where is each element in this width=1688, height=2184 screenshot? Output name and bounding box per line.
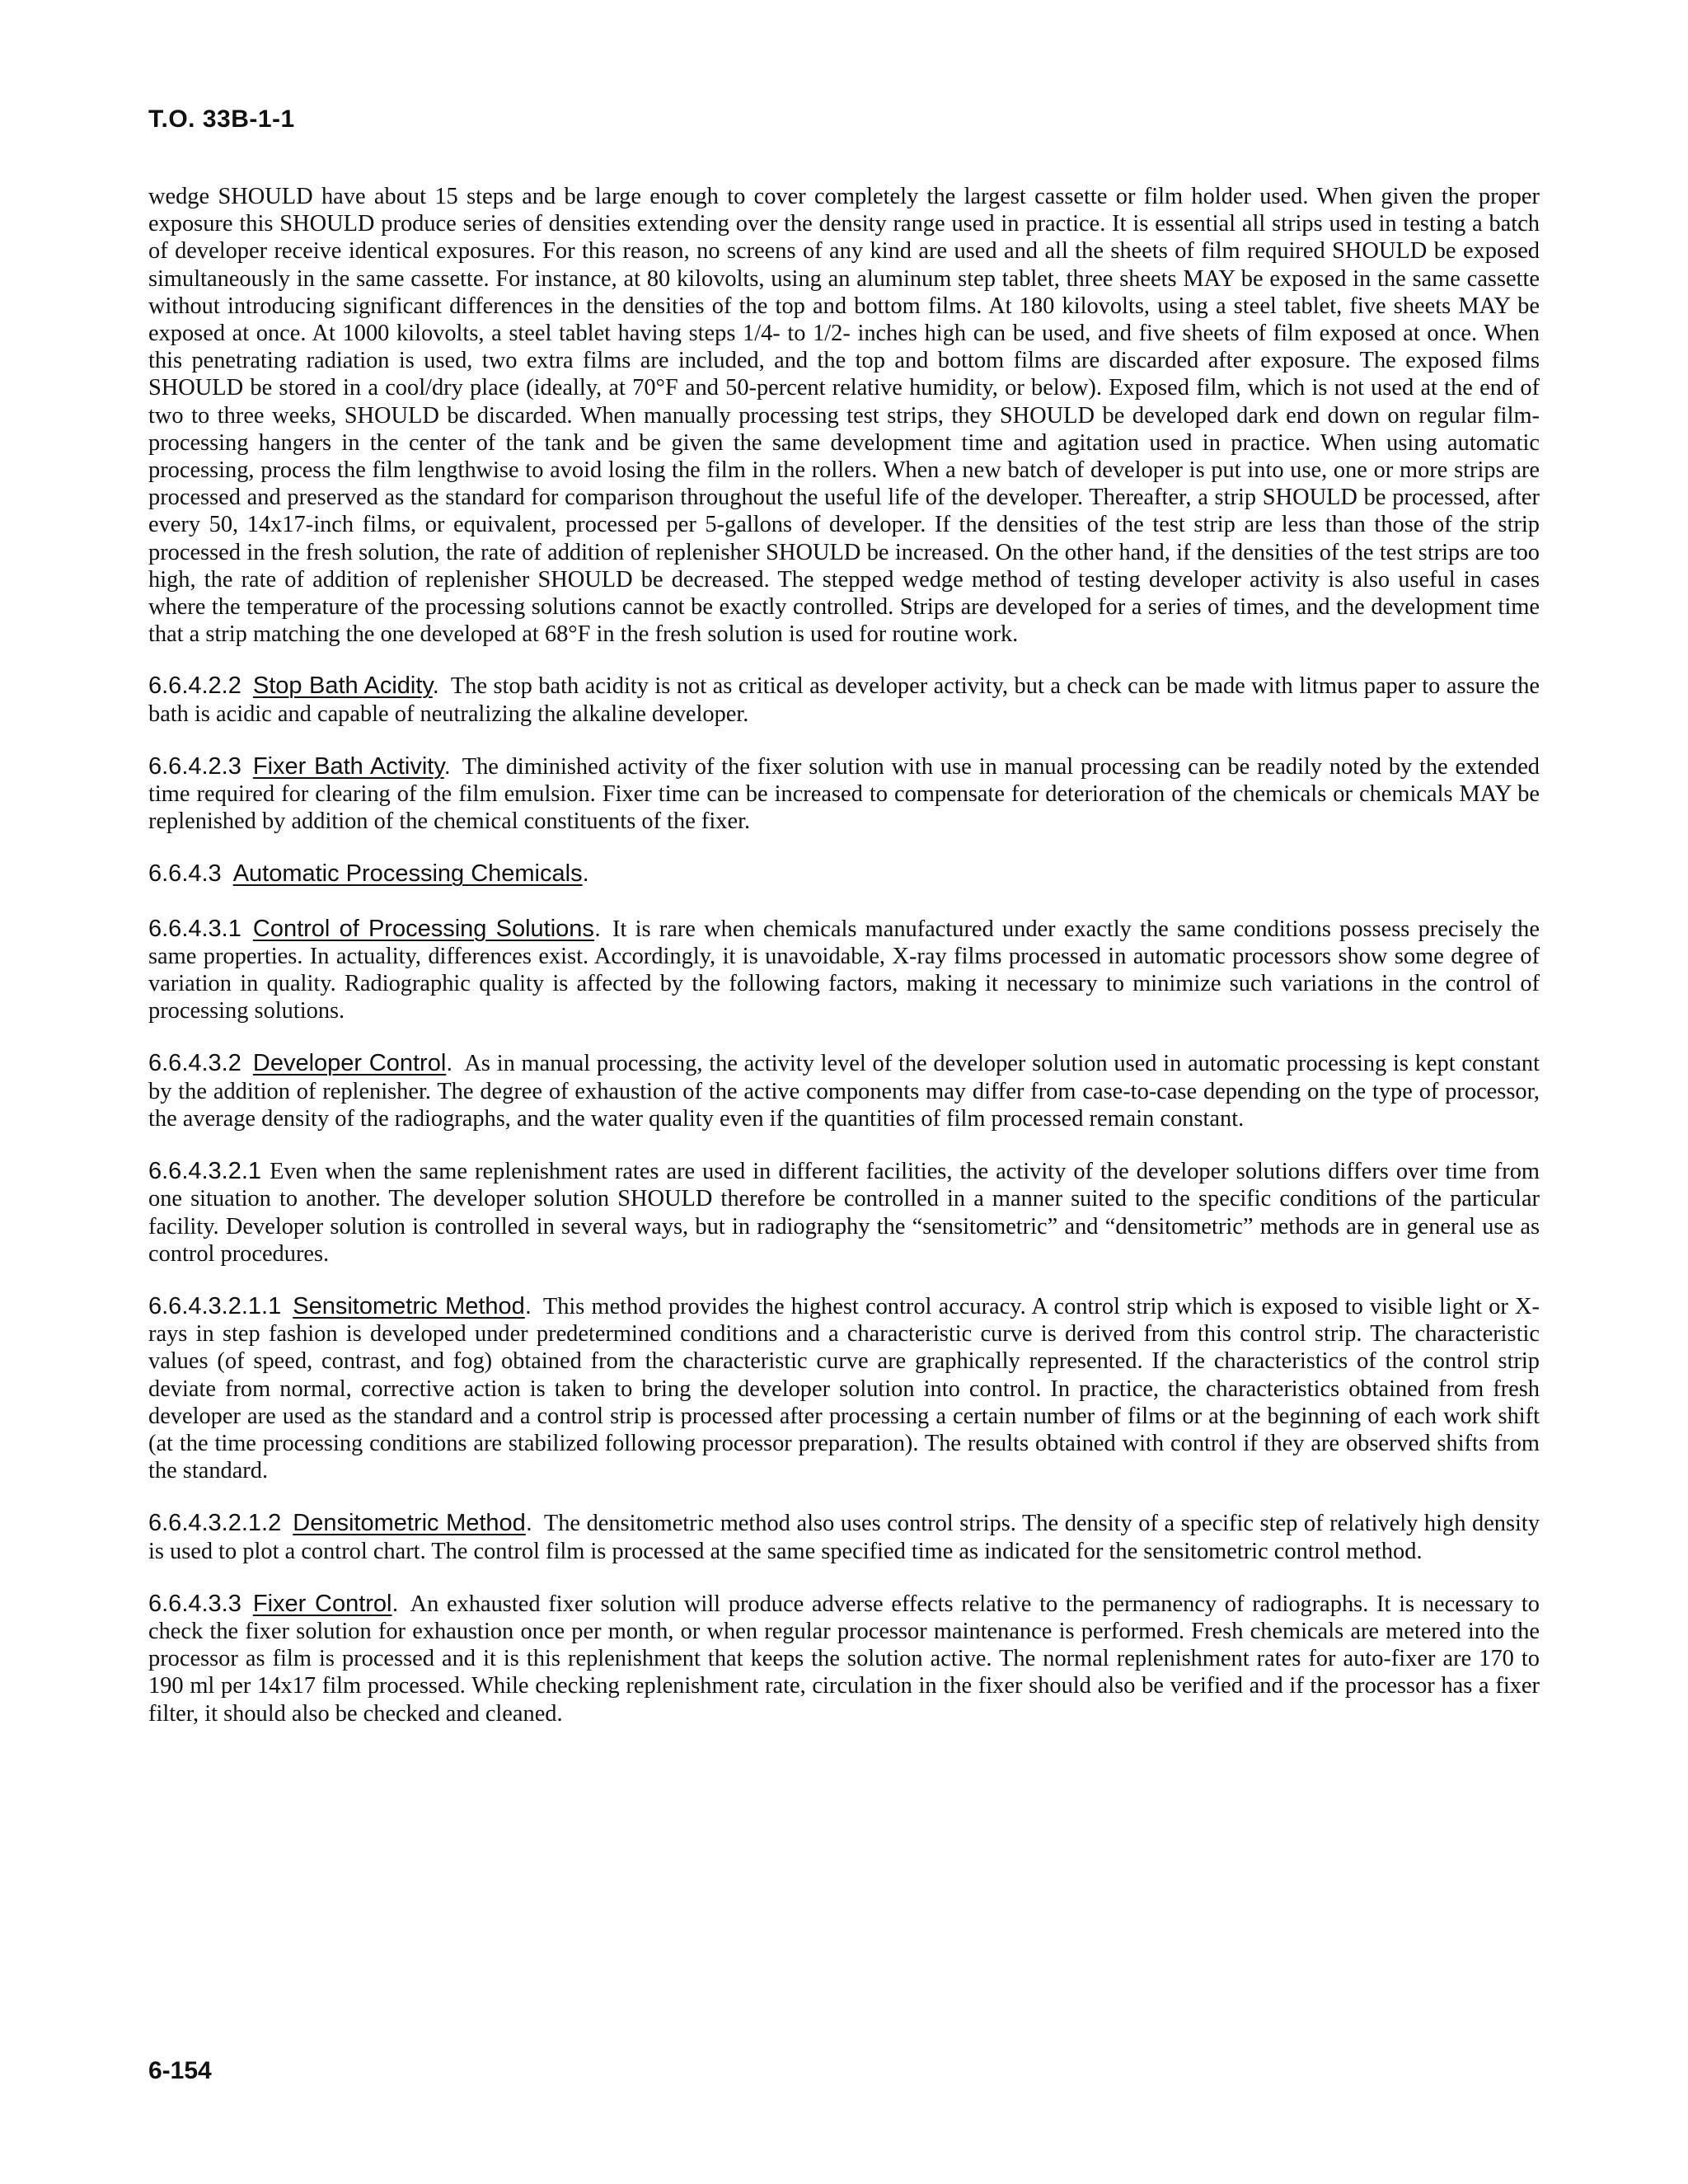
section-number: 6.6.4.2.2: [148, 673, 241, 700]
section-number: 6.6.4.3.2: [148, 1050, 241, 1077]
section-title: Fixer Control: [252, 1590, 392, 1617]
section-number: 6.6.4.3.2.1.1: [148, 1292, 282, 1319]
page-number: 6-154: [148, 2057, 212, 2084]
section-text: The densitometric method also uses control strips. The density of a specific step of relatively high density is used to plot a control chart. The control film is processed at the same specified time as indicated for the sensitometric control method.: [148, 1511, 1540, 1564]
section-title: Control of Processing Solutions: [252, 915, 594, 942]
title-period: .: [392, 1590, 399, 1617]
section-text: Even when the same replenishment rates are used in different facilities, the activity of the developer solutions differs over time from one situation to another. The developer solution SHOULD therefore be controlled in a manner suited to the specific conditions of the particular facility. Developer solution is controlled in several ways, but in radiography the “sensitometric” and “densitometric” methods are in general use as control procedures.: [148, 1159, 1540, 1267]
section-stop-bath-acidity: [148, 673, 1540, 727]
title-period: .: [443, 752, 451, 780]
title-period: .: [524, 1292, 532, 1319]
page-body: [148, 183, 1540, 1753]
section-number: 6.6.4.3.2.1.2: [148, 1510, 282, 1537]
section-text: An exhausted fixer solution will produce adverse effects relative to the permanency of radiographs. It is necessary to check the fixer solution for exhaustion once per month, or when regular processor maintenance is performed. Fresh chemicals are metered into the processor as film is processed and it is this replenishment that keeps the solution active. The normal replenishment rates for auto-fixer are 170 to 190 ml per 14x17 film processed. While checking replenishment rate, circulation in the fixer should also be verified and if the processor has a fixer filter, it should also be checked and cleaned.: [148, 1591, 1540, 1727]
section-text: As in manual processing, the activity level of the developer solution used in automatic processing is kept constant by the addition of replenisher. The degree of exhaustion of the active components may differ from case-to-case depending on the type of processor, the average density of the radiographs, and the water quality even if the quantities of film processed remain constant.: [148, 1051, 1540, 1132]
section-text: The diminished activity of the fixer solution with use in manual processing can be readily noted by the extended time required for clearing of the film emulsion. Fixer time can be increased to compensate for deterioration of the chemicals or chemicals MAY be replenished by addition of the chemical constituents of the fixer.: [148, 753, 1540, 835]
section-fixer-bath-activity: [148, 753, 1540, 836]
title-period: .: [582, 860, 589, 888]
section-control-of-processing-solutions: [148, 916, 1540, 1025]
section-6-6-4-3-2-1: [148, 1158, 1540, 1268]
section-title: Sensitometric Method: [293, 1292, 525, 1319]
section-text: This method provides the highest control accuracy. A control strip which is exposed to visible light or X-rays in step fashion is developed under predetermined conditions and a characteristic curve is derived from this control strip. The characteristic values (of speed, contrast, and fog) obtained from the characteristic curve are graphically represented. If the characteristics of the control strip deviate from normal, corrective action is taken to bring the developer solution into control. In practice, the characteristics obtained from fresh developer are used as the standard and a control strip is processed after processing a certain number of films or at the beginning of each work shift (at the time processing conditions are stabilized following processor preparation). The results obtained with control if they are observed shifts from the standard.: [148, 1293, 1540, 1484]
section-fixer-control: [148, 1591, 1540, 1727]
section-number: 6.6.4.2.3: [148, 752, 241, 780]
title-period: .: [593, 915, 601, 942]
section-title: Fixer Bath Activity: [252, 752, 444, 780]
section-title: Automatic Processing Chemicals: [232, 860, 583, 888]
section-text: The stop bath acidity is not as critical as developer activity, but a check can be made with litmus paper to assure the bath is acidic and capable of neutralizing the alkaline developer.: [148, 673, 1540, 727]
title-period: .: [446, 1050, 453, 1077]
section-title: Developer Control: [252, 1050, 447, 1077]
intro-paragraph: wedge SHOULD have about 15 steps and be large enough to cover completely the largest cassette or film holder used. When given the proper exposure this SHOULD produce series of densities extending over the density range used in practice. It is essential all strips used in testing a batch of developer receive identical exposures. For this reason, no screens of any kind are used and all the sheets of film required SHOULD be exposed simultaneously in the same cassette. For instance, at 80 kilovolts, using an aluminum step tablet, three sheets MAY be exposed in the same cassette without introducing significant differences in the densities of the top and bottom films. At 180 kilovolts, using a steel tablet, five sheets MAY be exposed at once. At 1000 kilovolts, a steel tablet having steps 1/4- to 1/2- inches high can be used, and five sheets of film exposed at once. When this penetrating radiation is used, two extra films are included, and the top and bottom films are discarded after exposure. The exposed films SHOULD be stored in a cool/dry place (ideally, at 70°F and 50-percent relative humidity, or below). Exposed film, which is not used at the end of two to three weeks, SHOULD be discarded. When manually processing test strips, they SHOULD be developed dark end down on regular film-processing hangers in the center of the tank and be given the same development time and agitation used in practice. When using automatic processing, process the film lengthwise to avoid losing the film in the rollers. When a new batch of developer is put into use, one or more strips are processed and preserved as the standard for comparison throughout the useful life of the developer. Thereafter, a strip SHOULD be processed, after every 50, 14x17-inch films, or equivalent, processed per 5-gallons of developer. If the densities of the test strip are less than those of the strip processed in the fresh solution, the rate of addition of replenisher SHOULD be increased. On the other hand, if the densities of the test strips are too high, the rate of addition of replenisher SHOULD be decreased. The stepped wedge method of testing developer activity is also useful in cases where the temperature of the processing solutions cannot be exactly controlled. Strips are developed for a series of times, and the development time that a strip matching the one developed at 68°F in the fresh solution is used for routine work.: [148, 184, 1540, 648]
section-title: Densitometric Method: [293, 1510, 526, 1537]
section-number: 6.6.4.3.3: [148, 1590, 241, 1617]
section-number: 6.6.4.3: [148, 860, 222, 888]
title-period: .: [525, 1510, 532, 1537]
section-number: 6.6.4.3.1: [148, 915, 241, 942]
section-automatic-processing-chemicals: [148, 860, 1540, 888]
section-title: Stop Bath Acidity: [252, 673, 433, 700]
section-sensitometric-method: [148, 1293, 1540, 1484]
section-developer-control: [148, 1050, 1540, 1132]
title-period: .: [432, 673, 439, 700]
document-header: T.O. 33B-1-1: [148, 105, 295, 133]
section-text: It is rare when chemicals manufactured under exactly the same conditions possess precisely the same properties. In actuality, differences exist. Accordingly, it is unavoidable, X-ray films processed in automatic processors show some degree of variation in quality. Radiographic quality is affected by the following factors, making it necessary to minimize such variations in the control of processing solutions.: [148, 916, 1540, 1024]
section-number: 6.6.4.3.2.1: [148, 1158, 262, 1185]
section-densitometric-method: [148, 1510, 1540, 1564]
